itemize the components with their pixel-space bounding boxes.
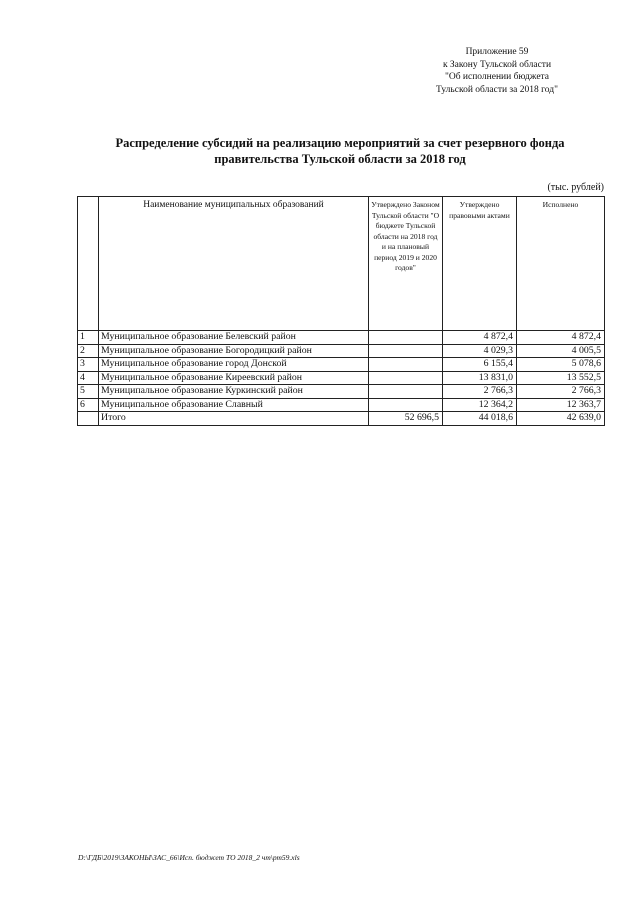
row-executed: 2 766,3 (517, 385, 605, 399)
row-executed: 4 005,5 (517, 344, 605, 358)
header-approved-law: Утверждено Законом Тульской области "О бюджете Тульской области на 2018 год и на плановый период 2019 и 2020 годов" (369, 197, 443, 331)
appendix-header (392, 46, 602, 96)
row-index: 2 (78, 344, 99, 358)
appendix-line-4: Тульской области за 2018 год" (436, 84, 558, 95)
row-approved-acts: 4 029,3 (443, 344, 517, 358)
row-approved-law (369, 358, 443, 372)
row-executed: 12 363,7 (517, 398, 605, 412)
header-executed: Исполнено (517, 197, 605, 331)
total-approved-law: 52 696,5 (369, 412, 443, 426)
title-line-1: Распределение субсидий на реализацию мероприятий за счет резервного фонда (115, 136, 565, 150)
appendix-line-2: к Закону Тульской области (442, 59, 552, 70)
total-index (78, 412, 99, 426)
units-label: (тыс. рублей) (547, 182, 604, 193)
table-row (78, 385, 605, 399)
subsidy-table (77, 196, 605, 426)
row-name: Муниципальное образование Киреевский район (99, 371, 369, 385)
row-index: 4 (78, 371, 99, 385)
table-header-row (78, 197, 605, 331)
title-line-2: правительства Тульской области за 2018 год (214, 152, 466, 166)
row-name: Муниципальное образование Куркинский район (99, 385, 369, 399)
table-row (78, 344, 605, 358)
total-executed: 42 639,0 (517, 412, 605, 426)
row-approved-law (369, 371, 443, 385)
table-row (78, 371, 605, 385)
document-title (60, 135, 620, 167)
row-approved-acts: 13 831,0 (443, 371, 517, 385)
table-row (78, 398, 605, 412)
row-approved-acts: 4 872,4 (443, 331, 517, 345)
row-index: 6 (78, 398, 99, 412)
row-approved-law (369, 398, 443, 412)
header-approved-acts: Утверждено правовыми актами (443, 197, 517, 331)
file-path-footer: D:\ГДБ\2019\ЗАКОНЫ\ЗАС_66\Исп. бюджет ТО 2018_2 чт\рт59.xls (78, 853, 300, 862)
header-name: Наименование муниципальных образований (99, 197, 369, 331)
row-approved-law (369, 385, 443, 399)
row-approved-law (369, 344, 443, 358)
row-name: Муниципальное образование Славный (99, 398, 369, 412)
total-approved-acts: 44 018,6 (443, 412, 517, 426)
header-index (78, 197, 99, 331)
appendix-line-3: "Об исполнении бюджета (444, 72, 550, 82)
table-row (78, 331, 605, 345)
row-executed: 4 872,4 (517, 331, 605, 345)
row-approved-acts: 2 766,3 (443, 385, 517, 399)
row-index: 3 (78, 358, 99, 372)
row-approved-acts: 12 364,2 (443, 398, 517, 412)
row-approved-law (369, 331, 443, 345)
row-name: Муниципальное образование Белевский район (99, 331, 369, 345)
row-executed: 5 078,6 (517, 358, 605, 372)
row-name: Муниципальное образование город Донской (99, 358, 369, 372)
total-name: Итого (99, 412, 369, 426)
row-approved-acts: 6 155,4 (443, 358, 517, 372)
row-index: 5 (78, 385, 99, 399)
row-index: 1 (78, 331, 99, 345)
table-total-row (78, 412, 605, 426)
row-executed: 13 552,5 (517, 371, 605, 385)
table-row (78, 358, 605, 372)
appendix-line-1: Приложение 59 (465, 47, 529, 57)
row-name: Муниципальное образование Богородицкий район (99, 344, 369, 358)
